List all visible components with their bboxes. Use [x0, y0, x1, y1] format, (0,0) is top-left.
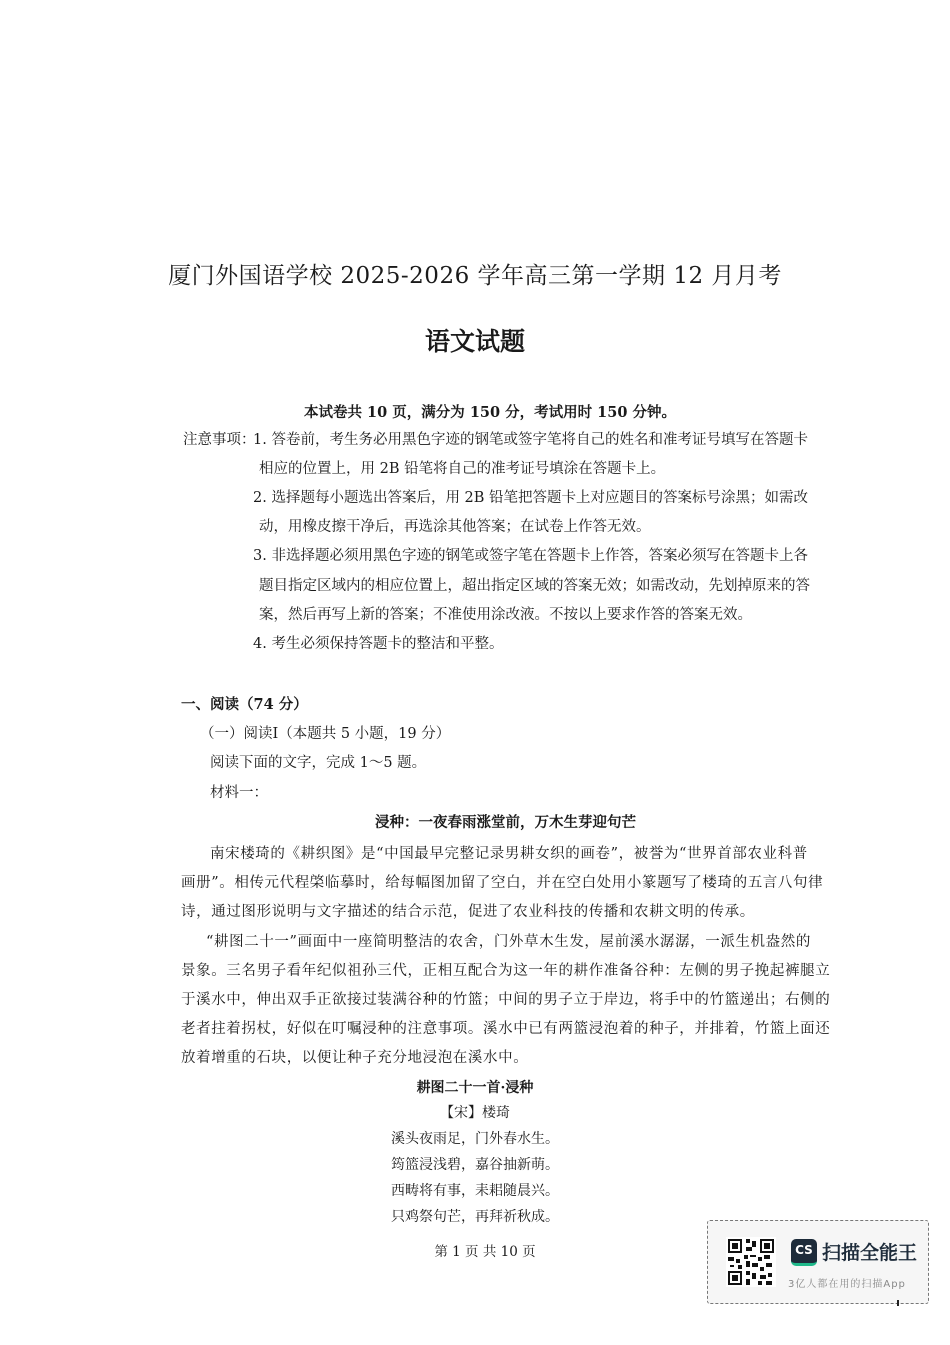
note-line: 相应的位置上，用 2B 铅笔将自己的准考证号填涂在答题卡上。 [259, 461, 666, 477]
note-line: 3. 非选择题必须用黑色字迹的钢笔或签字笔在答题卡上作答，答案必须写在答题卡上各 [253, 548, 808, 564]
article-title: 浸种：一夜春雨涨堂前，万木生芽迎句芒 [375, 814, 636, 831]
material-label: 材料一： [210, 785, 268, 801]
paragraph-line: “耕图二十一”画面中一座简明整洁的农舍，门外草木生发，屋前溪水潺潺，一派生机盎然的 [206, 934, 811, 950]
paragraph-line: 于溪水中，伸出双手正欲接过装满谷种的竹篮；中间的男子立于岸边，将手中的竹篮递出；右侧的 [181, 992, 831, 1008]
paragraph-line: 老者拄着拐杖，好似在叮嘱浸种的注意事项。溪水中已有两篮浸泡着的种子，并排着，竹篮上面还 [181, 1021, 831, 1037]
paragraph-line: 画册”。相传元代程棨临摹时，给每幅图加留了空白，并在空白处用小篆题写了楼琦的五言八句律 [181, 875, 824, 891]
exam-title: 厦门外国语学校 2025-2026 学年高三第一学期 12 月月考 [168, 263, 782, 289]
paragraph-line: 南宋楼琦的《耕织图》是“中国最早完整记录男耕女织的画卷”，被誉为“世界首部农业科普 [210, 846, 808, 862]
notes-label: 注意事项： [183, 432, 256, 448]
poem-author: 【宋】楼琦 [440, 1105, 510, 1121]
paragraph-line: 景象。三名男子看年纪似祖孙三代，正相互配合为这一年的耕作准备谷种：左侧的男子挽起裤腿立 [181, 963, 831, 979]
paragraph-line: 诗，通过图形说明与文字描述的结合示范，促进了农业科技的传播和农耕文明的传承。 [181, 904, 755, 920]
note-line: 案，然后再写上新的答案；不准使用涂改液。不按以上要求作答的答案无效。 [259, 607, 752, 623]
subsection-heading: （一）阅读I（本题共 5 小题，19 分） [200, 726, 451, 742]
note-line: 4. 考生必须保持答题卡的整洁和平整。 [253, 636, 504, 652]
camscanner-logo-icon: CS [791, 1239, 817, 1266]
subject-title: 语文试题 [424, 327, 525, 356]
camscanner-watermark [707, 1220, 929, 1304]
note-line: 2. 选择题每小题选出答案后，用 2B 铅笔把答题卡上对应题目的答案标号涂黑；如需改 [253, 490, 809, 506]
paragraph-line: 放着增重的石块，以便让种子充分地浸泡在溪水中。 [181, 1050, 529, 1066]
poem-line: 溪头夜雨足，门外春水生。 [391, 1131, 559, 1147]
poem-line: 只鸡祭句芒，再拜祈秋成。 [391, 1209, 559, 1225]
scan-mark [897, 1300, 899, 1306]
app-tagline: 3亿人都在用的扫描App [788, 1279, 906, 1290]
poem-title: 耕图二十一首·浸种 [416, 1080, 534, 1096]
poem-line: 筠篮浸浅碧，嘉谷抽新萌。 [391, 1157, 559, 1173]
note-line: 动，用橡皮擦干净后，再选涂其他答案；在试卷上作答无效。 [259, 519, 651, 535]
exam-summary: 本试卷共 10 页，满分为 150 分，考试用时 150 分钟。 [304, 404, 676, 421]
note-line: 1. 答卷前，考生务必用黑色字迹的钢笔或签字笔将自己的姓名和准考证号填写在答题卡 [253, 432, 808, 448]
instruction-text: 阅读下面的文字，完成 1～5 题。 [210, 755, 427, 771]
poem-line: 西畴将有事，耒耜随晨兴。 [391, 1183, 559, 1199]
page-indicator: 第 1 页 共 10 页 [434, 1244, 536, 1260]
app-name: 扫描全能王 [822, 1242, 918, 1264]
note-line: 题目指定区域内的相应位置上，超出指定区域的答案无效；如需改动，先划掉原来的答 [259, 578, 810, 594]
section-heading: 一、阅读（74 分） [181, 696, 308, 713]
qr-code-icon [726, 1237, 776, 1287]
